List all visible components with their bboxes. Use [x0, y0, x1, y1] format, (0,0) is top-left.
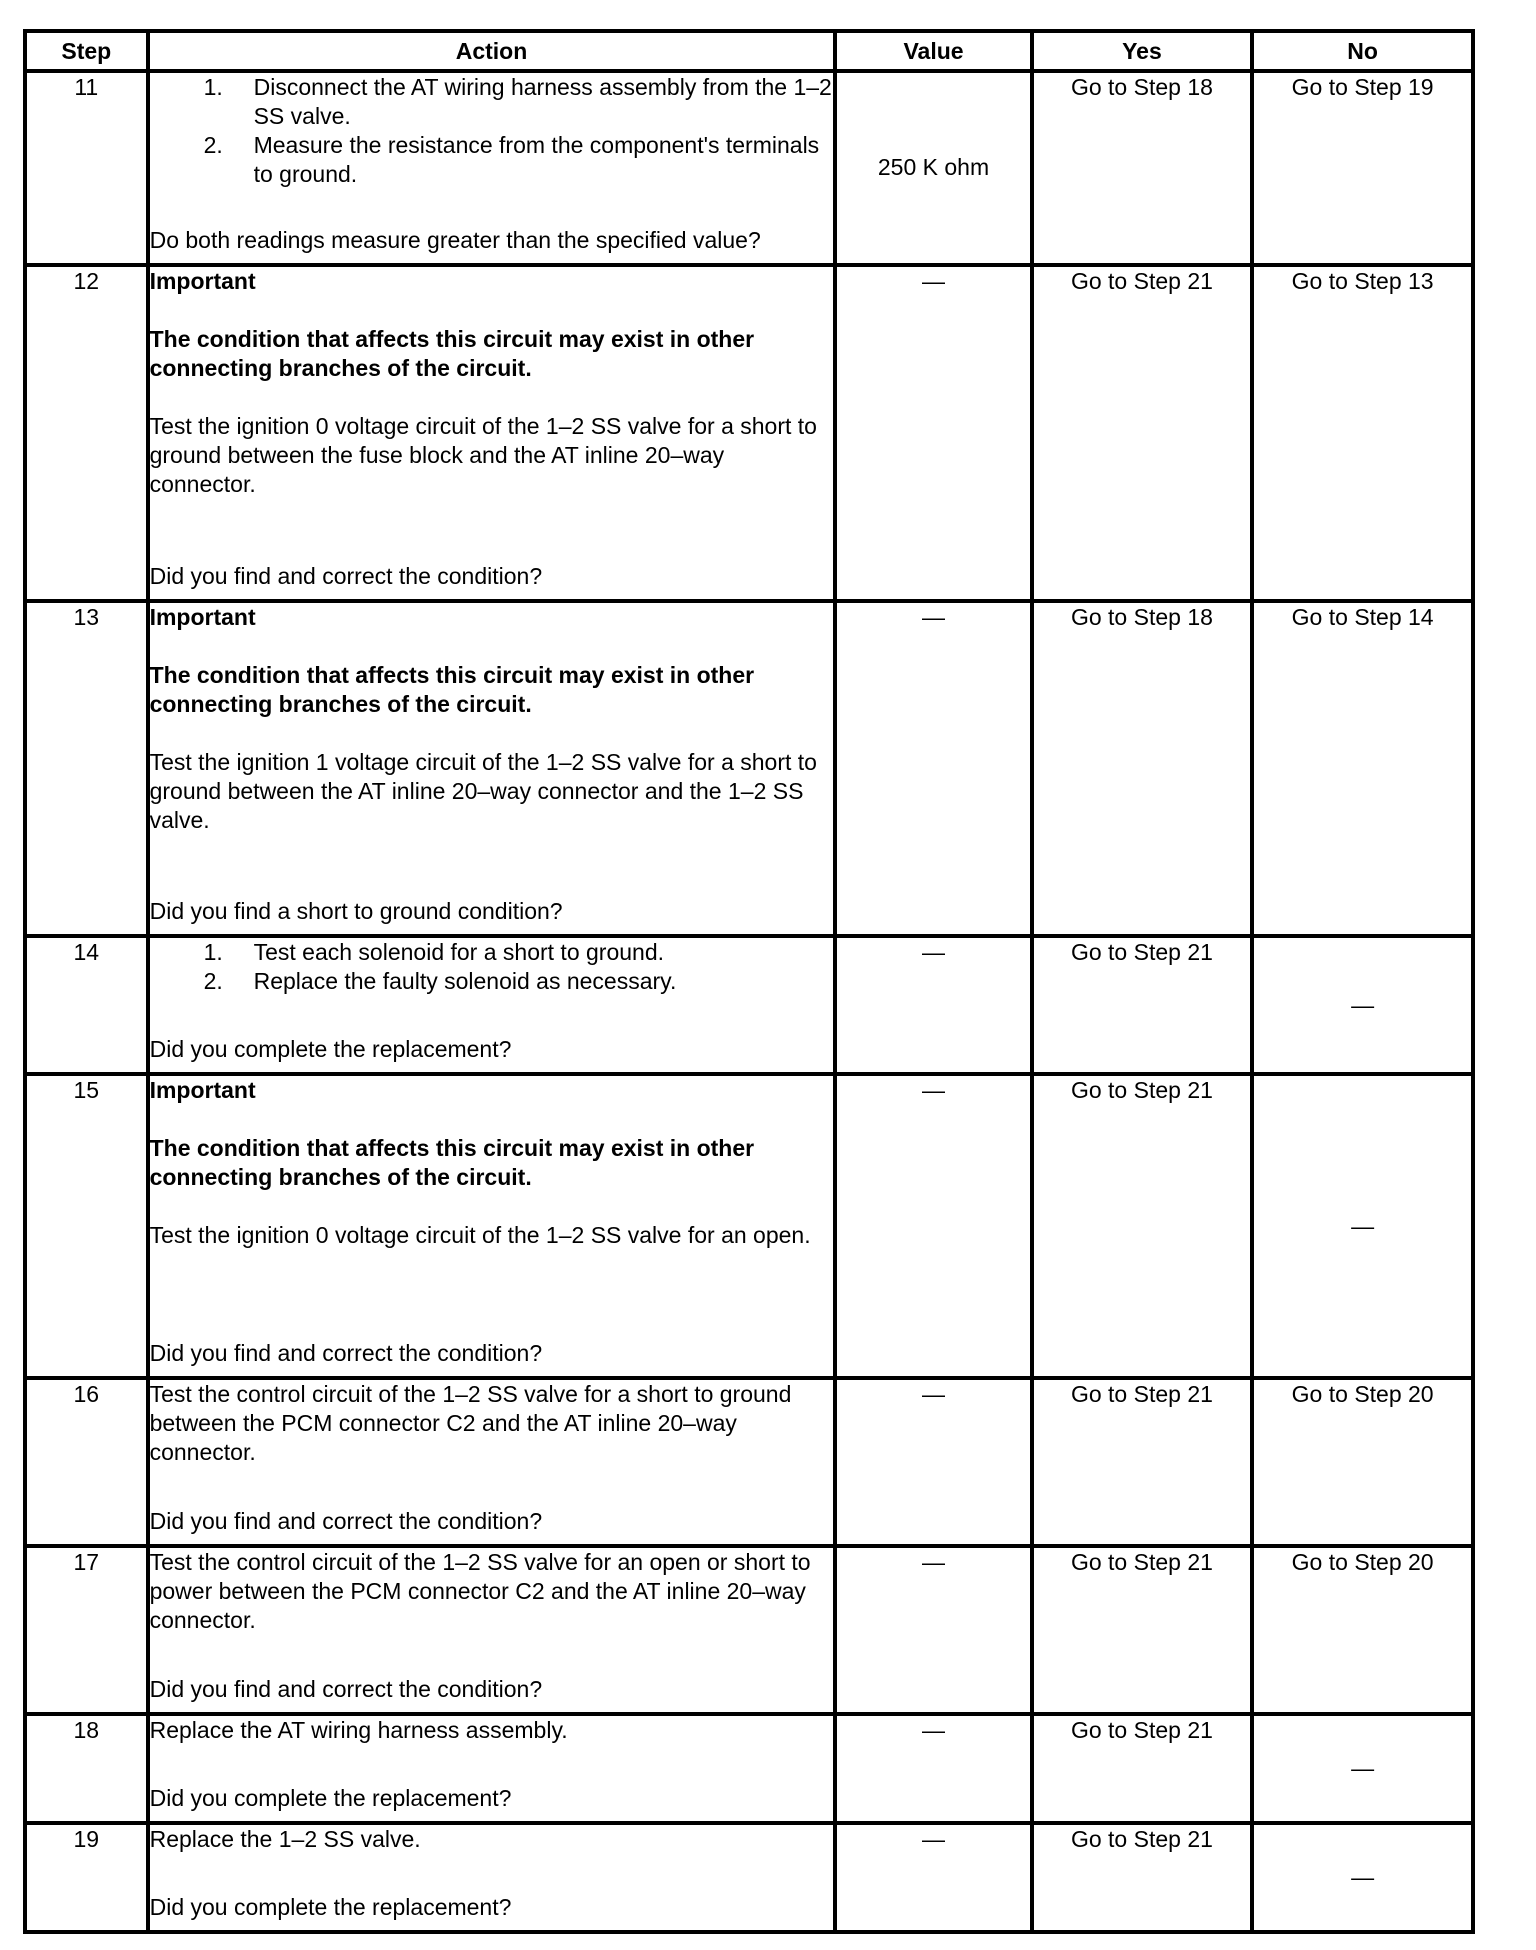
action-question: Did you complete the replacement? — [149, 1894, 512, 1920]
diagnostic-table — [23, 29, 1475, 1934]
list-item: 1. Test each solenoid for a short to ground. — [203, 939, 665, 965]
yes-cell: Go to Step 21 — [1032, 1823, 1253, 1932]
yes-cell: Go to Step 18 — [1032, 601, 1253, 936]
action-cell — [148, 265, 836, 601]
action-cell — [148, 936, 836, 1074]
header-row — [25, 31, 1473, 71]
header-no: No — [1252, 31, 1473, 71]
yes-cell: Go to Step 21 — [1032, 1074, 1253, 1378]
action-question: Did you complete the replacement? — [149, 1785, 512, 1811]
value-cell: — — [835, 265, 1031, 601]
table-row-step-16 — [25, 1378, 1473, 1546]
action-list — [150, 73, 834, 189]
action-question: Did you complete the replacement? — [149, 1036, 512, 1062]
value-cell: — — [835, 601, 1031, 936]
yes-cell: Go to Step 21 — [1032, 1546, 1253, 1714]
value-cell: 250 K ohm — [835, 71, 1031, 265]
value-cell: — — [835, 1546, 1031, 1714]
yes-cell: Go to Step 21 — [1032, 936, 1253, 1074]
step-number: 18 — [25, 1714, 148, 1823]
step-number: 11 — [25, 71, 148, 265]
important-note: The condition that affects this circuit may exist in other connecting branches of the circuit. — [149, 326, 755, 381]
step-number: 17 — [25, 1546, 148, 1714]
step-number: 16 — [25, 1378, 148, 1546]
no-cell: — — [1252, 1823, 1473, 1932]
table-row-step-17 — [25, 1546, 1473, 1714]
value-cell: — — [835, 1823, 1031, 1932]
action-question: Do both readings measure greater than the specified value? — [149, 227, 761, 253]
table-row-step-14 — [25, 936, 1473, 1074]
yes-cell: Go to Step 21 — [1032, 1714, 1253, 1823]
step-number: 14 — [25, 936, 148, 1074]
value-cell: — — [835, 1714, 1031, 1823]
no-cell: — — [1252, 1074, 1473, 1378]
important-heading: Important — [149, 604, 256, 630]
action-text: Test the ignition 1 voltage circuit of the 1–2 SS valve for a short to ground between the AT inline 20–way connector and the 1–2 SS valve. — [149, 749, 817, 833]
no-cell: — — [1252, 936, 1473, 1074]
no-cell: Go to Step 20 — [1252, 1546, 1473, 1714]
action-text: Test the control circuit of the 1–2 SS valve for a short to ground between the PCM connector C2 and the AT inline 20–way connector. — [149, 1381, 792, 1465]
action-text: Test the control circuit of the 1–2 SS valve for an open or short to power between the PCM connector C2 and the AT inline 20–way connector. — [149, 1549, 811, 1633]
table-row-step-11 — [25, 71, 1473, 265]
table-row-step-13 — [25, 601, 1473, 936]
action-question: Did you find and correct the condition? — [149, 1508, 543, 1534]
action-cell — [148, 1823, 836, 1932]
action-cell — [148, 1074, 836, 1378]
value-cell: — — [835, 1074, 1031, 1378]
action-question: Did you find and correct the condition? — [149, 1340, 543, 1366]
action-question: Did you find a short to ground condition? — [149, 898, 563, 924]
action-cell — [148, 601, 836, 936]
list-item: 2. Replace the faulty solenoid as necessary. — [203, 968, 677, 994]
important-heading: Important — [149, 268, 256, 294]
action-cell — [148, 1378, 836, 1546]
header-step: Step — [25, 31, 148, 71]
action-text: Test the ignition 0 voltage circuit of the 1–2 SS valve for an open. — [149, 1222, 811, 1248]
header-action: Action — [148, 31, 836, 71]
table-row-step-12 — [25, 265, 1473, 601]
action-question: Did you find and correct the condition? — [149, 1676, 543, 1702]
header-yes: Yes — [1032, 31, 1253, 71]
value-cell: — — [835, 1378, 1031, 1546]
important-note: The condition that affects this circuit may exist in other connecting branches of the circuit. — [149, 1135, 755, 1190]
list-item: 2. Measure the resistance from the component's terminals to ground. — [203, 132, 820, 187]
action-cell — [148, 1714, 836, 1823]
step-number: 13 — [25, 601, 148, 936]
header-value: Value — [835, 31, 1031, 71]
list-item: 1. Disconnect the AT wiring harness assembly from the 1–2 SS valve. — [203, 74, 832, 129]
no-cell: Go to Step 14 — [1252, 601, 1473, 936]
yes-cell: Go to Step 21 — [1032, 265, 1253, 601]
no-cell: Go to Step 20 — [1252, 1378, 1473, 1546]
step-number: 12 — [25, 265, 148, 601]
yes-cell: Go to Step 21 — [1032, 1378, 1253, 1546]
action-text: Replace the AT wiring harness assembly. — [149, 1717, 568, 1743]
action-list — [150, 938, 834, 996]
table-row-step-19 — [25, 1823, 1473, 1932]
action-cell — [148, 1546, 836, 1714]
table-row-step-15 — [25, 1074, 1473, 1378]
no-cell: — — [1252, 1714, 1473, 1823]
important-heading: Important — [149, 1077, 256, 1103]
value-cell: — — [835, 936, 1031, 1074]
yes-cell: Go to Step 18 — [1032, 71, 1253, 265]
action-text: Test the ignition 0 voltage circuit of the 1–2 SS valve for a short to ground between the fuse block and the AT inline 20–way connector. — [149, 413, 817, 497]
action-cell — [148, 71, 836, 265]
action-question: Did you find and correct the condition? — [149, 563, 543, 589]
no-cell: Go to Step 19 — [1252, 71, 1473, 265]
table-row-step-18 — [25, 1714, 1473, 1823]
important-note: The condition that affects this circuit may exist in other connecting branches of the circuit. — [149, 662, 755, 717]
no-cell: Go to Step 13 — [1252, 265, 1473, 601]
step-number: 19 — [25, 1823, 148, 1932]
step-number: 15 — [25, 1074, 148, 1378]
action-text: Replace the 1–2 SS valve. — [149, 1826, 421, 1852]
